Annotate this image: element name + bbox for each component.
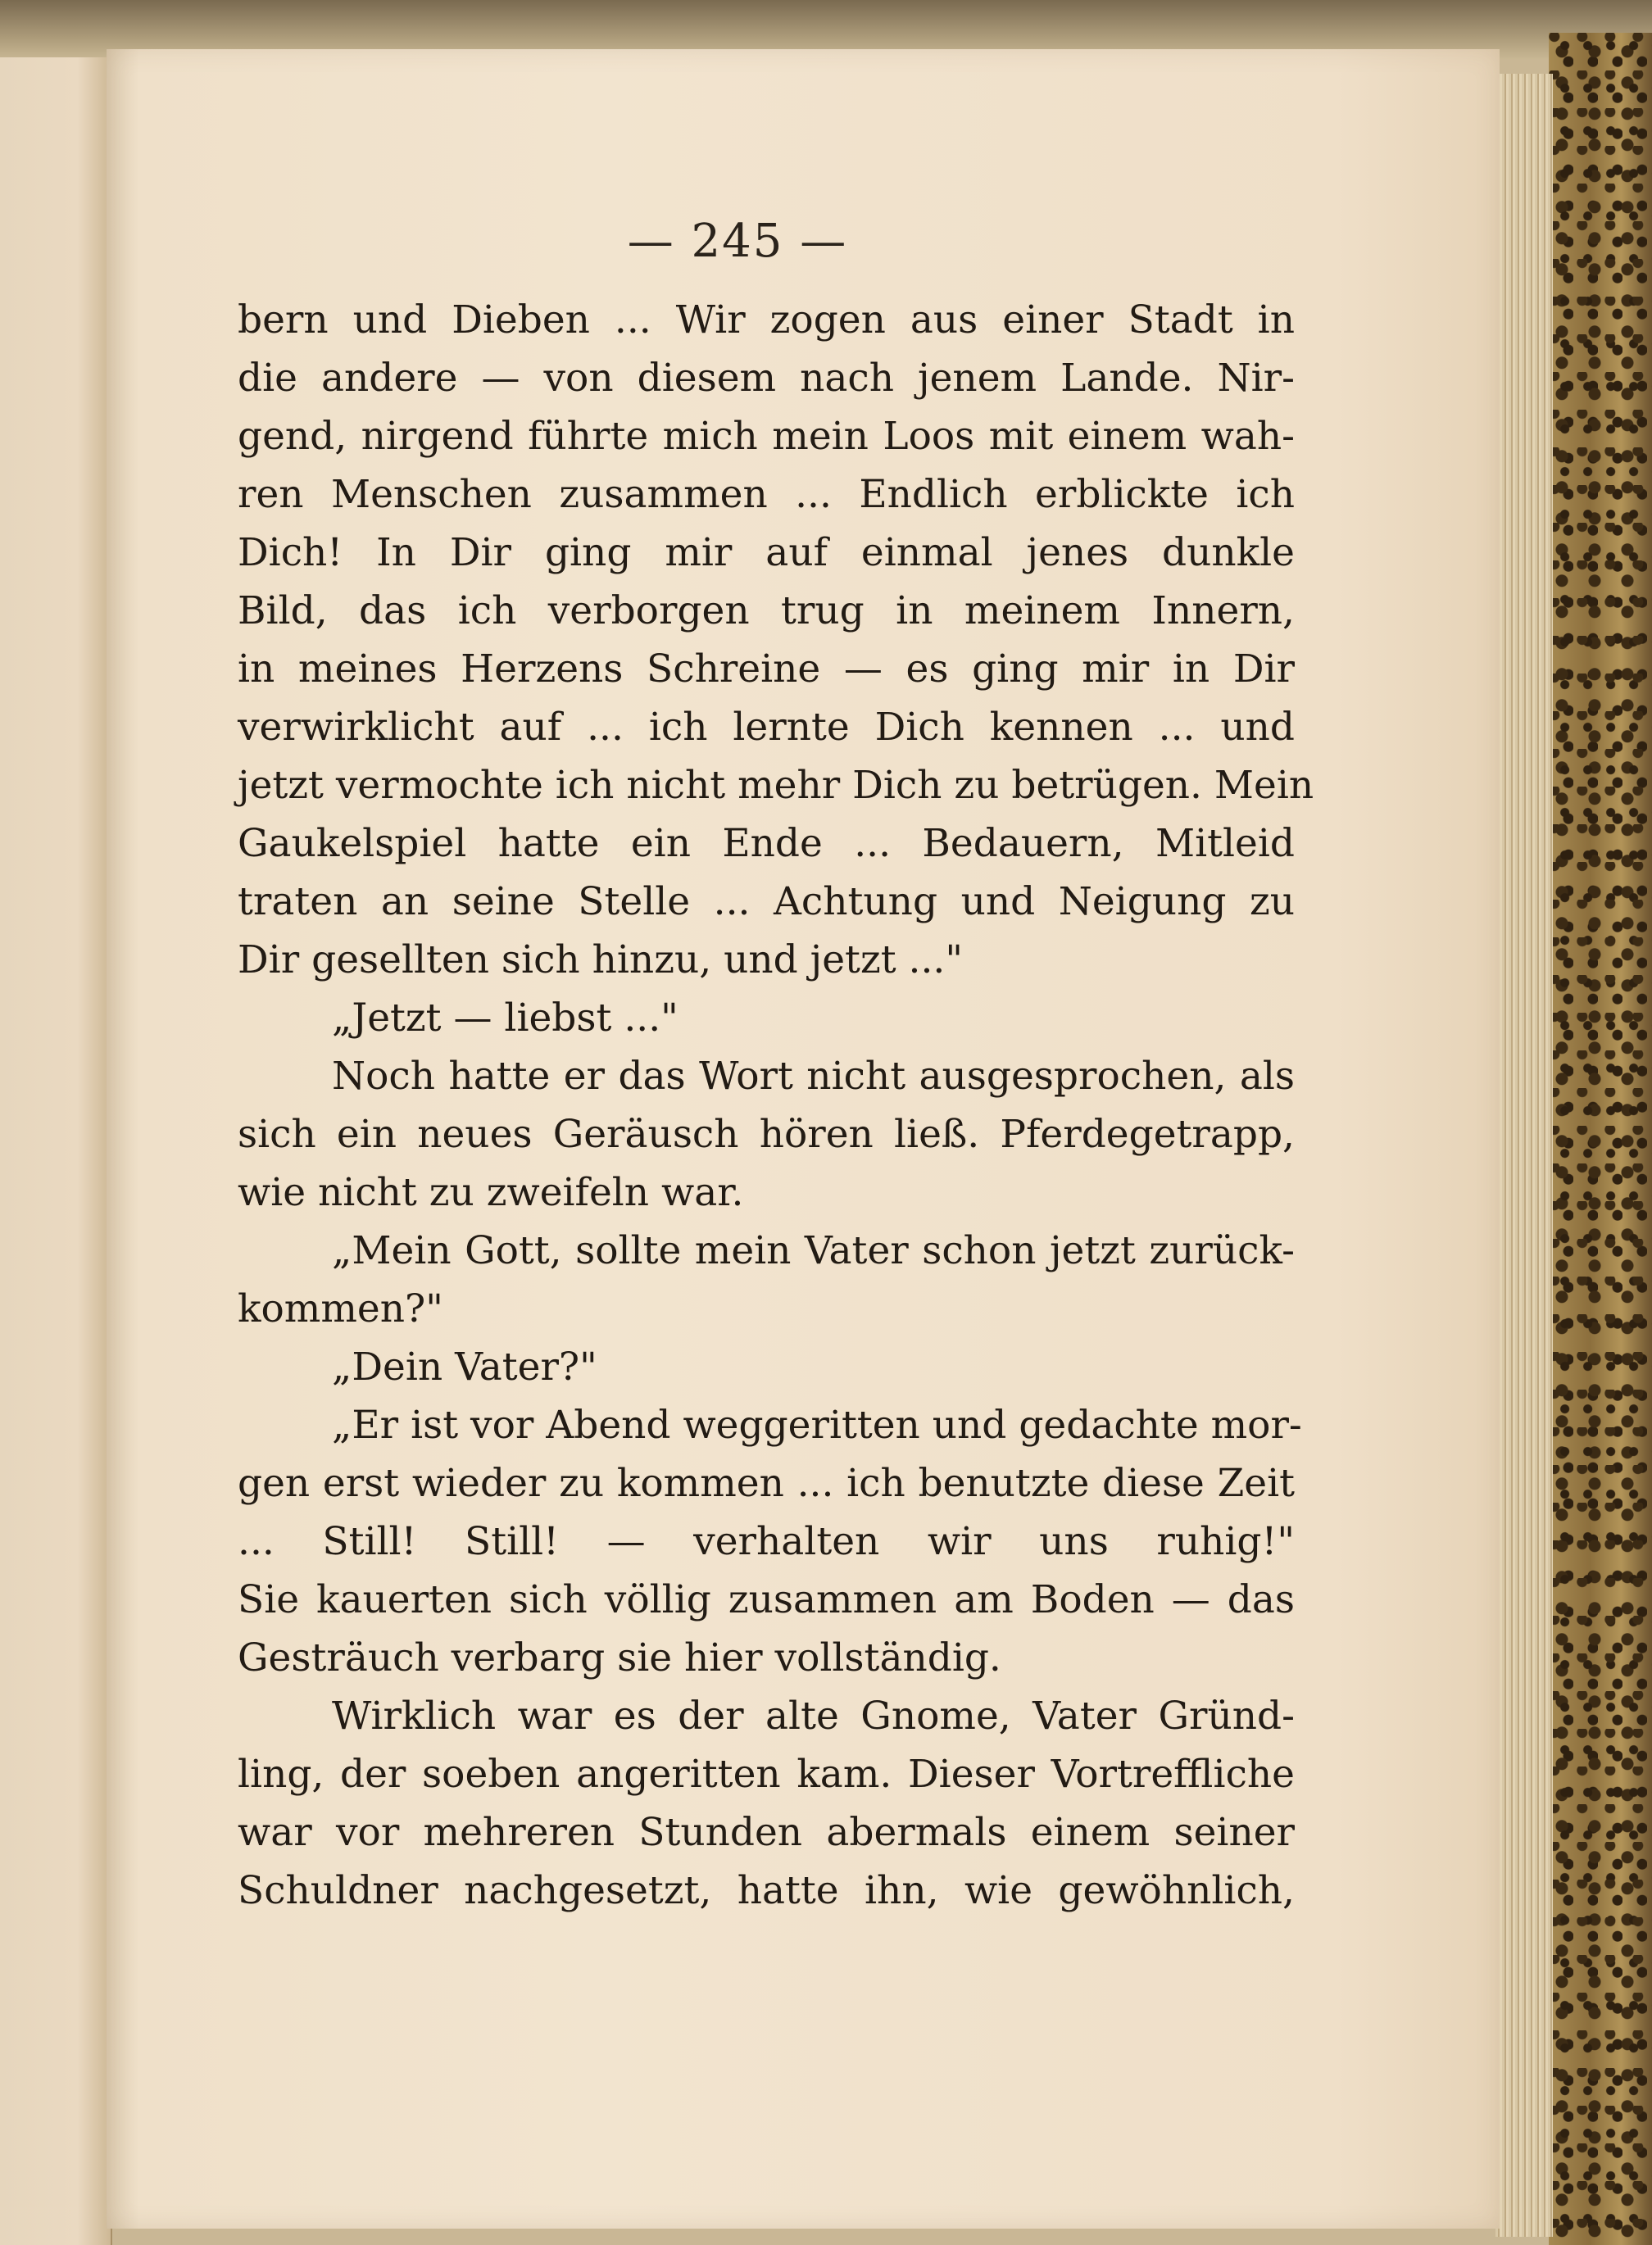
text-line: Bild, das ich verborgen trug in meinem Innern,: [238, 588, 1295, 633]
text-line: Dir gesellten sich hinzu, und jetzt ...": [238, 937, 963, 982]
page-edges: [1495, 74, 1553, 2237]
text-line: „Jetzt — liebst ...": [332, 996, 678, 1041]
text-line: war vor mehreren Stunden abermals einem seiner: [238, 1810, 1295, 1855]
page-number: — 245 —: [627, 215, 848, 268]
text-line: Noch hatte er das Wort nicht ausgesprochen, als: [332, 1054, 1295, 1099]
text-line: ren Menschen zusammen ... Endlich erblickte ich: [238, 472, 1295, 517]
text-line: gend, nirgend führte mich mein Loos mit einem wah-: [238, 414, 1295, 459]
text-line: wie nicht zu zweifeln war.: [238, 1170, 744, 1215]
text-line: verwirklicht auf ... ich lernte Dich kennen ... und: [238, 705, 1295, 750]
text-line: gen erst wieder zu kommen ... ich benutzte diese Zeit: [238, 1461, 1295, 1506]
body-text: [238, 291, 1314, 1920]
text-line: sich ein neues Geräusch hören ließ. Pferdegetrapp,: [238, 1112, 1295, 1157]
text-line: bern und Dieben ... Wir zogen aus einer Stadt in: [238, 297, 1295, 342]
text-line: Schuldner nachgesetzt, hatte ihn, wie gewöhnlich,: [238, 1868, 1295, 1913]
text-line: ling, der soeben angeritten kam. Dieser Vortreffliche: [238, 1752, 1295, 1797]
text-line: kommen?": [238, 1286, 443, 1331]
text-line: „Dein Vater?": [332, 1345, 597, 1390]
text-line: traten an seine Stelle ... Achtung und Neigung zu: [238, 879, 1295, 924]
text-line: ... Still! Still! — verhalten wir uns ruhig!": [238, 1519, 1295, 1564]
text-line: Gesträuch verbarg sie hier vollständig.: [238, 1635, 1001, 1680]
text-line: jetzt vermochte ich nicht mehr Dich zu betrügen. Mein: [238, 763, 1314, 808]
text-line: Gaukelspiel hatte ein Ende ... Bedauern, Mitleid: [238, 821, 1295, 866]
text-line: Sie kauerten sich völlig zusammen am Boden — das: [238, 1577, 1295, 1622]
text-line: „Mein Gott, sollte mein Vater schon jetzt zurück-: [332, 1228, 1295, 1273]
text-line: Wirklich war es der alte Gnome, Vater Gründ-: [332, 1694, 1295, 1739]
text-line: in meines Herzens Schreine — es ging mir in Dir: [238, 646, 1295, 692]
text-line: Dich! In Dir ging mir auf einmal jenes dunkle: [238, 530, 1295, 575]
text-line: die andere — von diesem nach jenem Lande. Nir-: [238, 356, 1295, 401]
facing-page: [0, 57, 112, 2245]
book-binding: [1549, 33, 1652, 2245]
text-line: „Er ist vor Abend weggeritten und gedachte mor-: [332, 1403, 1302, 1448]
